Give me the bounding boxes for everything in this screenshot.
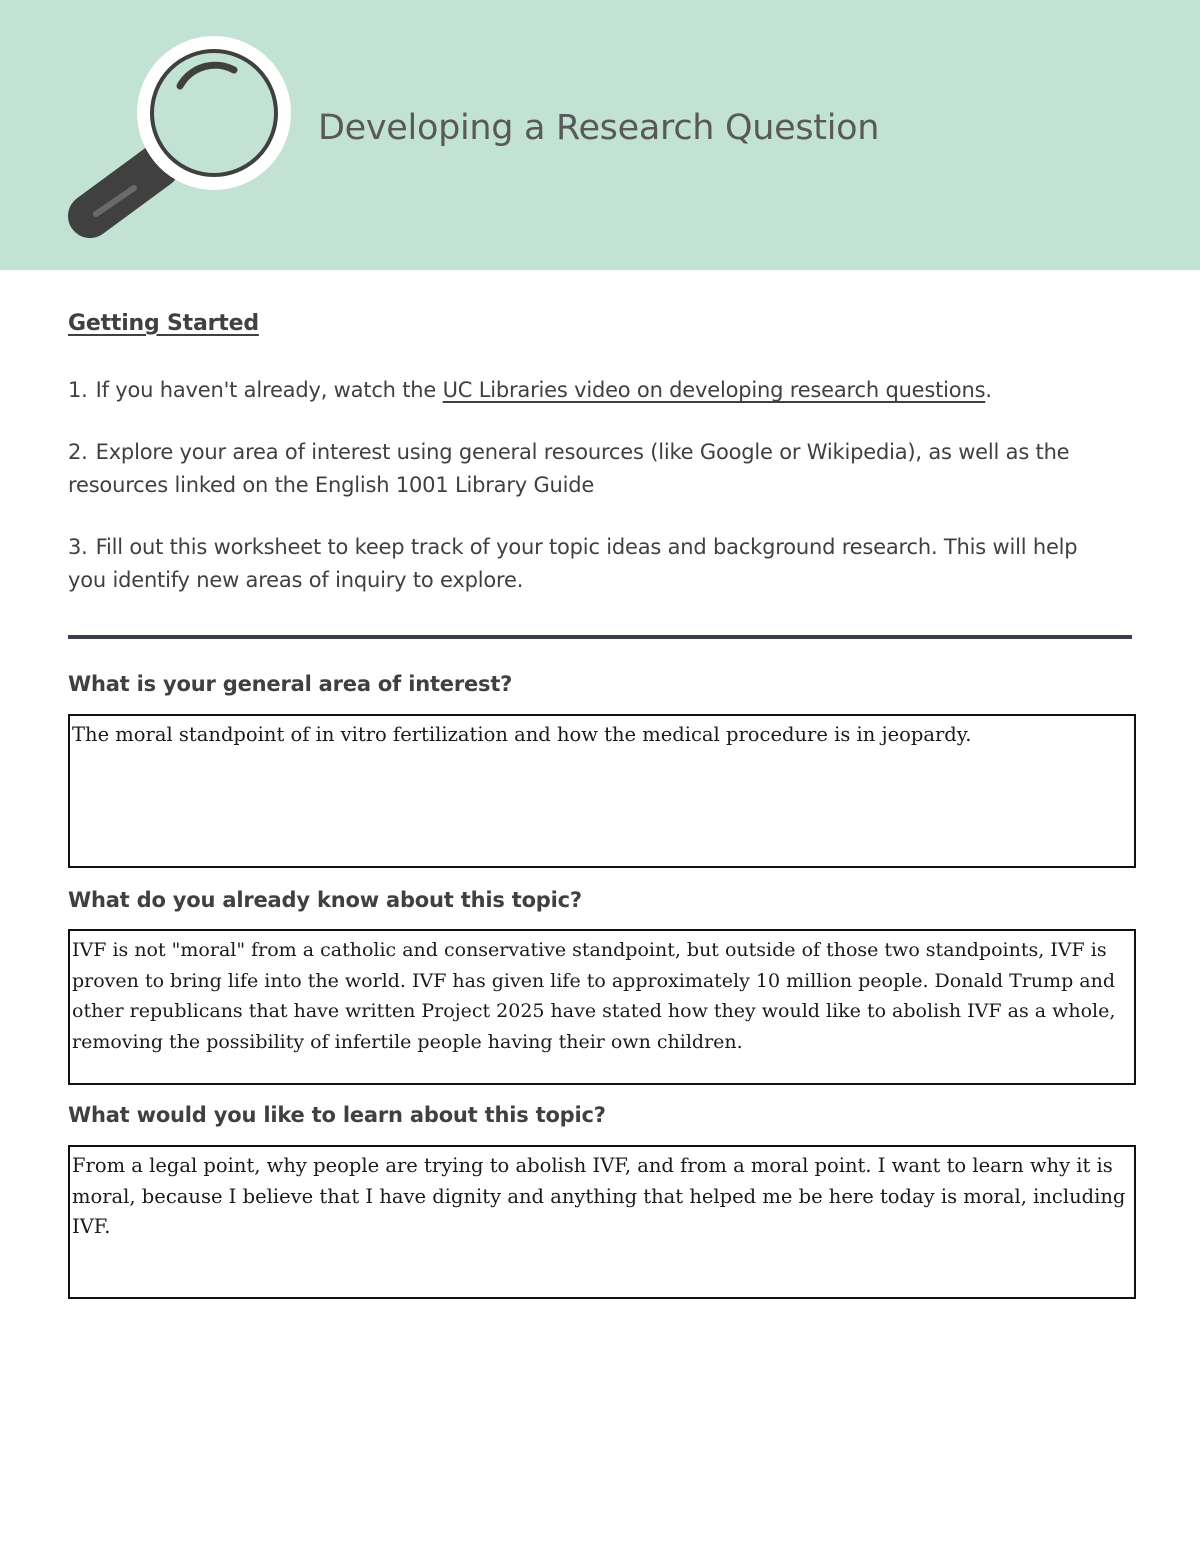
- magnifying-glass-icon: [62, 28, 302, 248]
- question-general-interest-label: What is your general area of interest?: [68, 672, 513, 696]
- uc-libraries-video-link[interactable]: UC Libraries video on developing research questions: [442, 378, 986, 402]
- step-3: [68, 531, 1078, 597]
- section-divider: [68, 635, 1132, 639]
- step-text: Explore your area of interest using general resources (like Google or Wikipedia), as well as the resources linked on the English 1001 Library Guide: [68, 440, 1070, 497]
- like-to-learn-answer-field[interactable]: From a legal point, why people are trying to abolish IVF, and from a moral point. I want to learn why it is moral, because I believe that I have dignity and anything that helped me be here today is moral, including IVF.: [68, 1145, 1136, 1299]
- step-number: 3.: [68, 535, 88, 559]
- step-text: Fill out this worksheet to keep track of your topic ideas and background research. This will help you identify new areas of inquiry to explore.: [68, 535, 1078, 592]
- step-number: 2.: [68, 440, 88, 464]
- page-title: Developing a Research Question: [318, 108, 880, 148]
- step-text: If you haven't already, watch the: [95, 378, 443, 402]
- step-2: [68, 436, 1078, 502]
- getting-started-heading: Getting Started: [68, 311, 259, 336]
- question-like-to-learn-label: What would you like to learn about this topic?: [68, 1103, 606, 1127]
- step-1: [68, 374, 1078, 407]
- step-text-end: .: [985, 378, 992, 402]
- question-already-know-label: What do you already know about this topic?: [68, 888, 582, 912]
- step-number: 1.: [68, 378, 88, 402]
- already-know-answer-field[interactable]: IVF is not "moral" from a catholic and conservative standpoint, but outside of those two standpoints, IVF is proven to bring life into the world. IVF has given life to approximately 10 million people. Donald Trump and other republicans that have written Project 2025 have stated how they would like to abolish IVF as a whole, removing the possibility of infertile people having their own children.: [68, 929, 1136, 1085]
- general-interest-answer-field[interactable]: The moral standpoint of in vitro fertilization and how the medical procedure is in jeopardy.: [68, 714, 1136, 868]
